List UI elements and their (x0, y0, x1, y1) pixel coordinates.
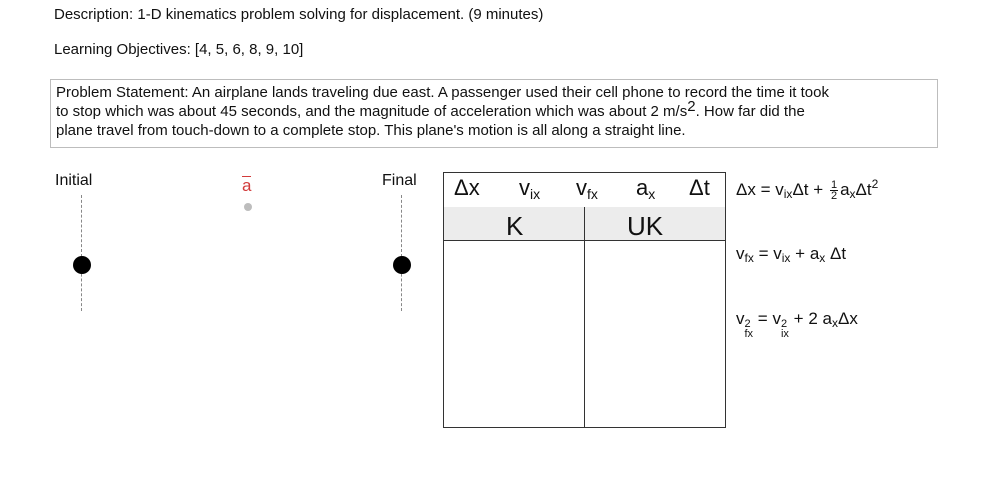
problem-label: Problem Statement: (56, 84, 189, 101)
problem-line-2b: . How far did the (695, 103, 805, 120)
initial-position-line (81, 195, 82, 311)
acceleration-symbol-text: a (242, 176, 252, 195)
initial-position-dot[interactable] (73, 256, 91, 274)
problem-line-2a: to stop which was about 45 seconds, and the magnitude of acceleration which was about 2 m/s (56, 103, 688, 120)
unknown-drop-zone[interactable] (585, 242, 725, 427)
header-v-fx[interactable]: $v_{fx}$ (576, 175, 598, 202)
equation-final-velocity: $v_{fx} = v_{ix} + a_x$ Δt (736, 244, 847, 265)
acceleration-vector-symbol (242, 176, 251, 196)
known-drop-zone[interactable] (444, 242, 584, 427)
acceleration-handle[interactable] (244, 203, 252, 211)
final-position-dot[interactable] (393, 256, 411, 274)
header-v-ix[interactable]: $v_{ix}$ (519, 175, 541, 202)
problem-line-3: plane travel from touch-down to a complete stop. This plane's motion is all along a straight line. (56, 122, 686, 139)
final-label: Final (382, 172, 417, 189)
vector-bar (242, 176, 251, 177)
known-label: K (506, 211, 524, 241)
objectives-text: [4, 5, 6, 8, 9, 10] (194, 41, 304, 58)
problem-statement-box (50, 79, 938, 148)
description-text: 1-D kinematics problem solving for displacement. (9 minutes) (137, 6, 544, 23)
equation-velocity-squared: v 2 fx = v 2 ix + 2 $a_x\Delta x$ (736, 309, 858, 340)
problem-exponent: 2 (687, 98, 696, 115)
unknown-label: UK (627, 211, 664, 241)
objectives-label: Learning Objectives: (54, 41, 191, 58)
equation-displacement: $\Delta x = v_{ix}\Delta t$ + $\frac{1}{2}$ $a_x\Delta t^2$ (736, 177, 879, 202)
initial-label: Initial (55, 172, 93, 189)
problem-line-2 (56, 98, 933, 121)
header-a-x[interactable]: $a_x$ (636, 175, 656, 202)
final-position-line (401, 195, 402, 311)
header-delta-t[interactable]: Δt (689, 175, 710, 200)
known-unknown-table (443, 172, 726, 428)
header-delta-x[interactable]: Δx (454, 175, 480, 200)
learning-objectives (54, 41, 303, 58)
problem-line-1: An airplane lands traveling due east. A passenger used their cell phone to record the time it took (191, 84, 829, 101)
description (54, 6, 543, 23)
table-header-row (444, 173, 725, 207)
description-label: Description: (54, 6, 134, 23)
fraction-one-half: $\frac{1}{2}$ (830, 179, 838, 202)
